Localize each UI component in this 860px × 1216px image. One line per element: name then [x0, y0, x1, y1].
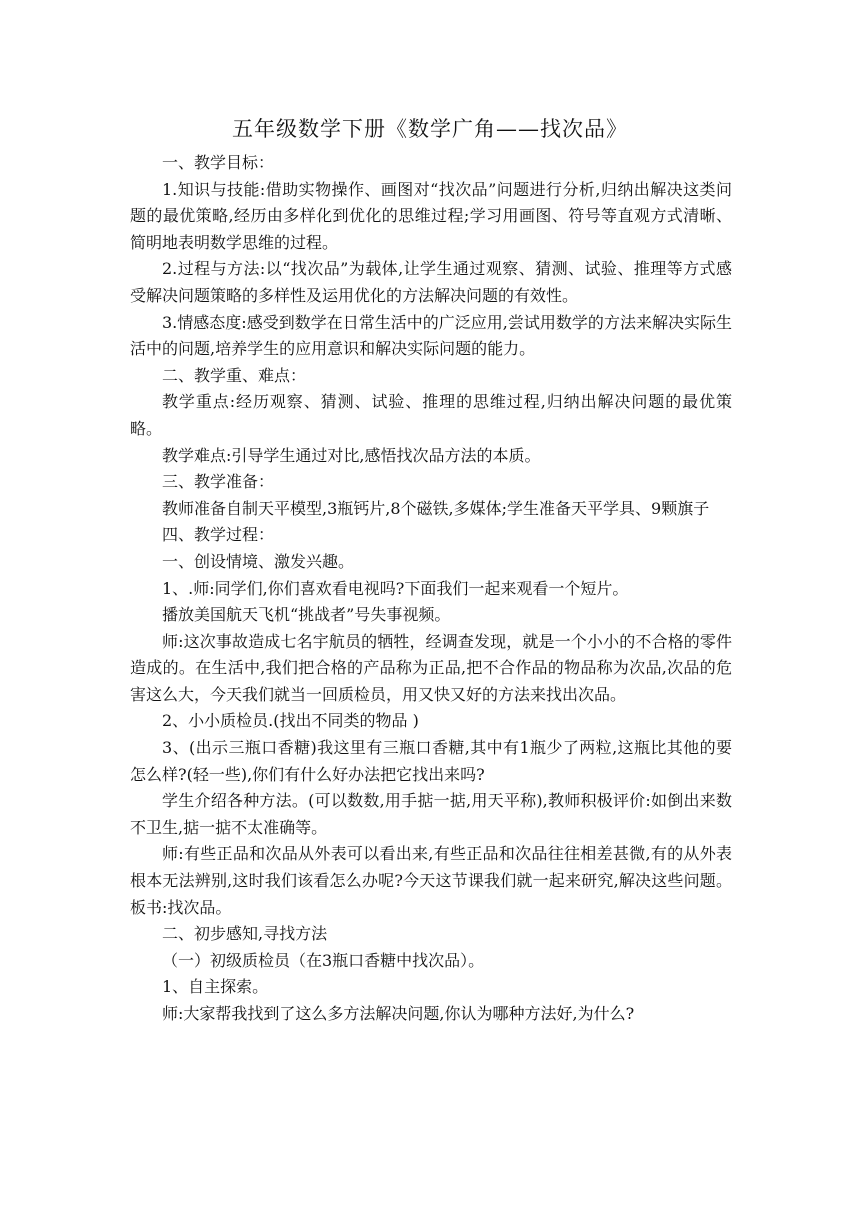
paragraph: 播放美国航天飞机“挑战者”号失事视频。 [162, 605, 451, 625]
paragraph: 3、(出示三瓶口香糖)我这里有三瓶口香糖,其中有1瓶少了两粒,这瓶比其他的要怎么样?(轻一些),你们有什么好办法把它找出来吗? [130, 738, 732, 784]
paragraph: 1、自主探索。 [162, 977, 269, 997]
paragraph: 1.知识与技能:借助实物操作、画图对“找次品”问题进行分析,归纳出解决这类问题的最优策略,经历由多样化到优化的思维过程;学习用画图、符号等直观方式清晰、简明地表明数学思维的过程。 [130, 179, 732, 252]
document-title: 五年级数学下册《数学广角——找次品》 [232, 117, 628, 141]
paragraph: 二、教学重、难点： [162, 365, 307, 385]
paragraph: 3.情感态度:感受到数学在日常生活中的广泛应用,尝试用数学的方法来解决实际生活中的问题,培养学生的应用意识和解决实际问题的能力。 [130, 312, 732, 359]
paragraph: 师:有些正品和次品从外表可以看出来,有些正品和次品往往相差甚微,有的从外表根本无法辨别,这时我们该看怎么办呢?今天这节课我们就一起来研究,解决这些问题。板书:找次品。 [130, 844, 732, 917]
paragraph: 师:这次事故造成七名宇航员的牺牲，经调查发现，就是一个小小的不合格的零件造成的。在生活中,我们把合格的产品称为正品,把不合作品的物品称为次品,次品的危害这么大，今天我们就当一回质检员，用又快又好的方法来找出次品。 [130, 631, 732, 704]
paragraph: 教学重点:经历观察、猜测、试验、推理的思维过程,归纳出解决问题的最优策略。 [130, 392, 732, 438]
paragraph: 2、小小质检员.(找出不同类的物品 ) [162, 711, 419, 731]
paragraph: 2.过程与方法:以“找次品”为载体,让学生通过观察、猜测、试验、推理等方式感受解决问题策略的多样性及运用优化的方法解决问题的有效性。 [130, 259, 732, 305]
paragraph: 学生介绍各种方法。(可以数数,用手掂一掂,用天平称),教师积极评价:如倒出来数不卫生,掂一掂不太准确等。 [130, 791, 732, 837]
paragraph: 四、教学过程： [162, 525, 275, 545]
paragraph: 一、教学目标： [162, 153, 275, 172]
document-body [130, 150, 732, 1028]
paragraph: 师:大家帮我找到了这么多方法解决问题,你认为哪种方法好,为什么? [162, 1004, 635, 1023]
paragraph: 教师准备自制天平模型,3瓶钙片,8个磁铁,多媒体;学生准备天平学具、9颗旗子 [162, 498, 710, 518]
paragraph: 教学难点:引导学生通过对比,感悟找次品方法的本质。 [162, 445, 541, 465]
paragraph: 二、初步感知,寻找方法 [162, 924, 328, 944]
paragraph: 一、创设情境、激发兴趣。 [162, 551, 355, 571]
paragraph: （一）初级质检员（在3瓶口香糖中找次品）。 [162, 950, 485, 970]
paragraph: 三、教学准备： [162, 472, 275, 492]
paragraph: 1、.师:同学们,你们喜欢看电视吗?下面我们一起来观看一个短片。 [162, 578, 629, 598]
